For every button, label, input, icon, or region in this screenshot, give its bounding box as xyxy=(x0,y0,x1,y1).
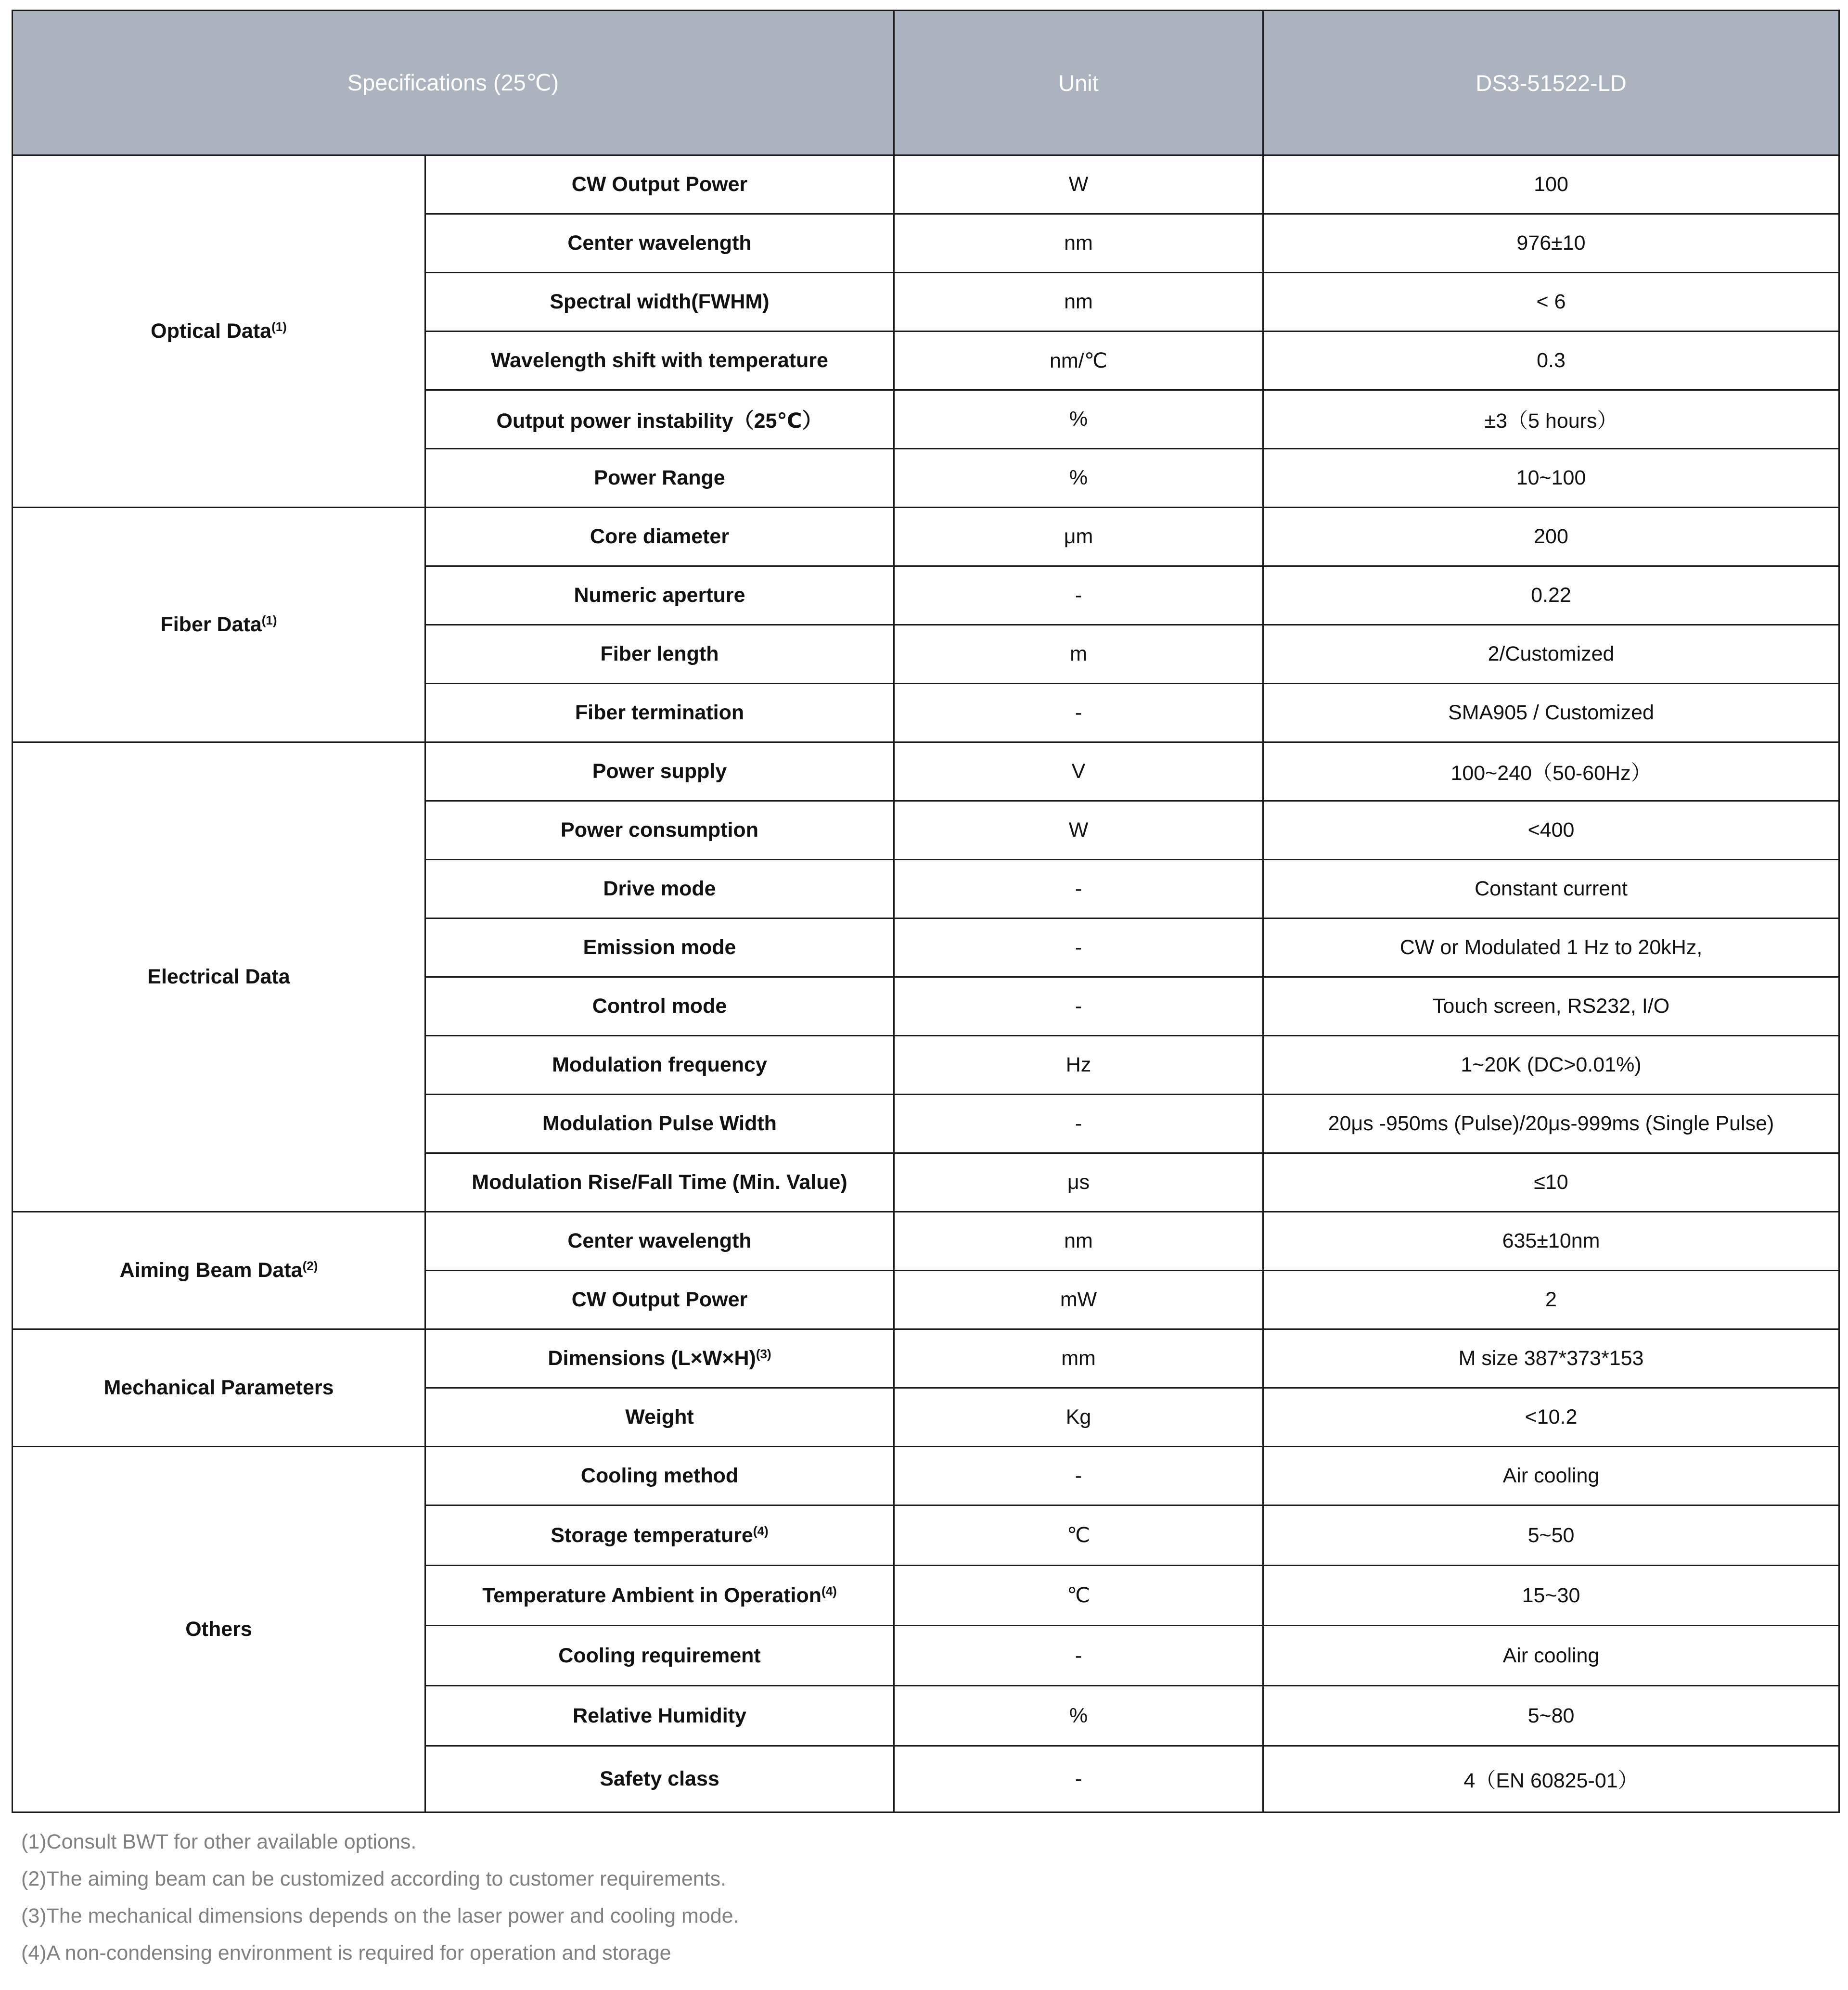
param-cell: Power consumption xyxy=(425,801,894,860)
unit-cell: W xyxy=(894,801,1263,860)
footnote-mark: (1) xyxy=(271,319,287,334)
value-cell: Touch screen, RS232, I/O xyxy=(1263,977,1839,1036)
value-cell: 4（EN 60825-01） xyxy=(1263,1746,1839,1812)
value-cell: 15~30 xyxy=(1263,1566,1839,1626)
specifications-table xyxy=(12,10,1840,1813)
header-model: DS3-51522-LD xyxy=(1263,11,1839,155)
unit-cell: - xyxy=(894,1447,1263,1505)
param-cell: Control mode xyxy=(425,977,894,1036)
value-cell: 2/Customized xyxy=(1263,625,1839,684)
value-cell: Air cooling xyxy=(1263,1626,1839,1686)
header-unit: Unit xyxy=(894,11,1263,155)
value-cell: SMA905 / Customized xyxy=(1263,684,1839,742)
value-cell: ±3（5 hours） xyxy=(1263,390,1839,449)
value-cell: 20μs -950ms (Pulse)/20μs-999ms (Single Pulse) xyxy=(1263,1095,1839,1153)
unit-cell: ℃ xyxy=(894,1505,1263,1566)
unit-cell: - xyxy=(894,1095,1263,1153)
value-cell: 100~240（50-60Hz） xyxy=(1263,742,1839,801)
param-cell: Power Range xyxy=(425,449,894,508)
param-cell: Drive mode xyxy=(425,860,894,918)
group-label: Fiber Data xyxy=(160,613,262,636)
param-cell: Relative Humidity xyxy=(425,1686,894,1746)
footnote-2: (2)The aiming beam can be customized according to customer requirements. xyxy=(21,1867,727,1890)
footnote-mark: (2) xyxy=(302,1259,318,1273)
param-cell: Weight xyxy=(425,1388,894,1447)
table-row xyxy=(13,155,1839,214)
value-cell: 2 xyxy=(1263,1271,1839,1329)
unit-cell: - xyxy=(894,684,1263,742)
param-cell: Fiber termination xyxy=(425,684,894,742)
param-cell: Fiber length xyxy=(425,625,894,684)
table-row xyxy=(13,1212,1839,1271)
unit-cell: μs xyxy=(894,1153,1263,1212)
unit-cell: - xyxy=(894,1626,1263,1686)
group-others: Others xyxy=(13,1447,425,1812)
unit-cell: % xyxy=(894,449,1263,508)
param-cell xyxy=(425,1566,894,1626)
footnote-mark: (4) xyxy=(821,1583,837,1598)
param-cell: Center wavelength xyxy=(425,1212,894,1271)
value-cell: ≤10 xyxy=(1263,1153,1839,1212)
value-cell: 0.22 xyxy=(1263,566,1839,625)
unit-cell: ℃ xyxy=(894,1566,1263,1626)
param-cell: CW Output Power xyxy=(425,1271,894,1329)
param-label: Dimensions (L×W×H) xyxy=(548,1347,756,1370)
table-row xyxy=(13,1329,1839,1388)
value-cell: <10.2 xyxy=(1263,1388,1839,1447)
group-label: Aiming Beam Data xyxy=(119,1259,303,1282)
unit-cell: nm xyxy=(894,273,1263,332)
value-cell: 5~50 xyxy=(1263,1505,1839,1566)
param-cell: Center wavelength xyxy=(425,214,894,273)
table-header-row xyxy=(13,11,1839,155)
unit-cell: W xyxy=(894,155,1263,214)
footnote-1: (1)Consult BWT for other available options. xyxy=(21,1830,417,1853)
unit-cell: % xyxy=(894,390,1263,449)
footnote-mark: (3) xyxy=(756,1347,771,1361)
param-cell xyxy=(425,1505,894,1566)
unit-cell: m xyxy=(894,625,1263,684)
unit-cell: Hz xyxy=(894,1036,1263,1095)
value-cell: 100 xyxy=(1263,155,1839,214)
value-cell: Constant current xyxy=(1263,860,1839,918)
unit-cell: % xyxy=(894,1686,1263,1746)
param-cell: Safety class xyxy=(425,1746,894,1812)
unit-cell: - xyxy=(894,1746,1263,1812)
value-cell: 10~100 xyxy=(1263,449,1839,508)
value-cell: M size 387*373*153 xyxy=(1263,1329,1839,1388)
param-cell: CW Output Power xyxy=(425,155,894,214)
group-mechanical-parameters: Mechanical Parameters xyxy=(13,1329,425,1447)
value-cell: 5~80 xyxy=(1263,1686,1839,1746)
param-label: Temperature Ambient in Operation xyxy=(482,1583,822,1607)
unit-cell: μm xyxy=(894,508,1263,566)
unit-cell: nm xyxy=(894,214,1263,273)
param-cell: Modulation Rise/Fall Time (Min. Value) xyxy=(425,1153,894,1212)
value-cell: < 6 xyxy=(1263,273,1839,332)
footnotes xyxy=(21,1824,1802,1972)
footnote-3: (3)The mechanical dimensions depends on the laser power and cooling mode. xyxy=(21,1904,739,1927)
param-cell: Numeric aperture xyxy=(425,566,894,625)
param-cell: Spectral width(FWHM) xyxy=(425,273,894,332)
param-label: Storage temperature xyxy=(551,1523,753,1547)
param-cell: Cooling requirement xyxy=(425,1626,894,1686)
value-cell: 0.3 xyxy=(1263,332,1839,390)
group-aiming-beam-data xyxy=(13,1212,425,1329)
unit-cell: nm xyxy=(894,1212,1263,1271)
param-cell: Emission mode xyxy=(425,918,894,977)
value-cell: Air cooling xyxy=(1263,1447,1839,1505)
value-cell: 976±10 xyxy=(1263,214,1839,273)
unit-cell: mW xyxy=(894,1271,1263,1329)
unit-cell: - xyxy=(894,566,1263,625)
param-cell: Wavelength shift with temperature xyxy=(425,332,894,390)
footnote-4: (4)A non-condensing environment is required for operation and storage xyxy=(21,1941,671,1964)
value-cell: CW or Modulated 1 Hz to 20kHz, xyxy=(1263,918,1839,977)
unit-cell: - xyxy=(894,977,1263,1036)
value-cell: <400 xyxy=(1263,801,1839,860)
unit-cell: mm xyxy=(894,1329,1263,1388)
unit-cell: nm/℃ xyxy=(894,332,1263,390)
param-cell: Modulation Pulse Width xyxy=(425,1095,894,1153)
header-specifications: Specifications (25℃) xyxy=(13,11,894,155)
param-cell: Power supply xyxy=(425,742,894,801)
group-optical-data xyxy=(13,155,425,508)
footnote-mark: (1) xyxy=(261,613,277,627)
unit-cell: - xyxy=(894,918,1263,977)
param-cell xyxy=(425,1329,894,1388)
param-cell: Core diameter xyxy=(425,508,894,566)
group-electrical-data: Electrical Data xyxy=(13,742,425,1212)
table-row xyxy=(13,508,1839,566)
param-cell: Cooling method xyxy=(425,1447,894,1505)
footnote-mark: (4) xyxy=(753,1523,769,1538)
unit-cell: Kg xyxy=(894,1388,1263,1447)
group-fiber-data xyxy=(13,508,425,742)
param-cell: Output power instability（25℃） xyxy=(425,390,894,449)
table-row xyxy=(13,1447,1839,1505)
value-cell: 635±10nm xyxy=(1263,1212,1839,1271)
table-row xyxy=(13,742,1839,801)
unit-cell: V xyxy=(894,742,1263,801)
value-cell: 1~20K (DC>0.01%) xyxy=(1263,1036,1839,1095)
param-cell: Modulation frequency xyxy=(425,1036,894,1095)
group-label: Optical Data xyxy=(151,319,272,343)
unit-cell: - xyxy=(894,860,1263,918)
value-cell: 200 xyxy=(1263,508,1839,566)
